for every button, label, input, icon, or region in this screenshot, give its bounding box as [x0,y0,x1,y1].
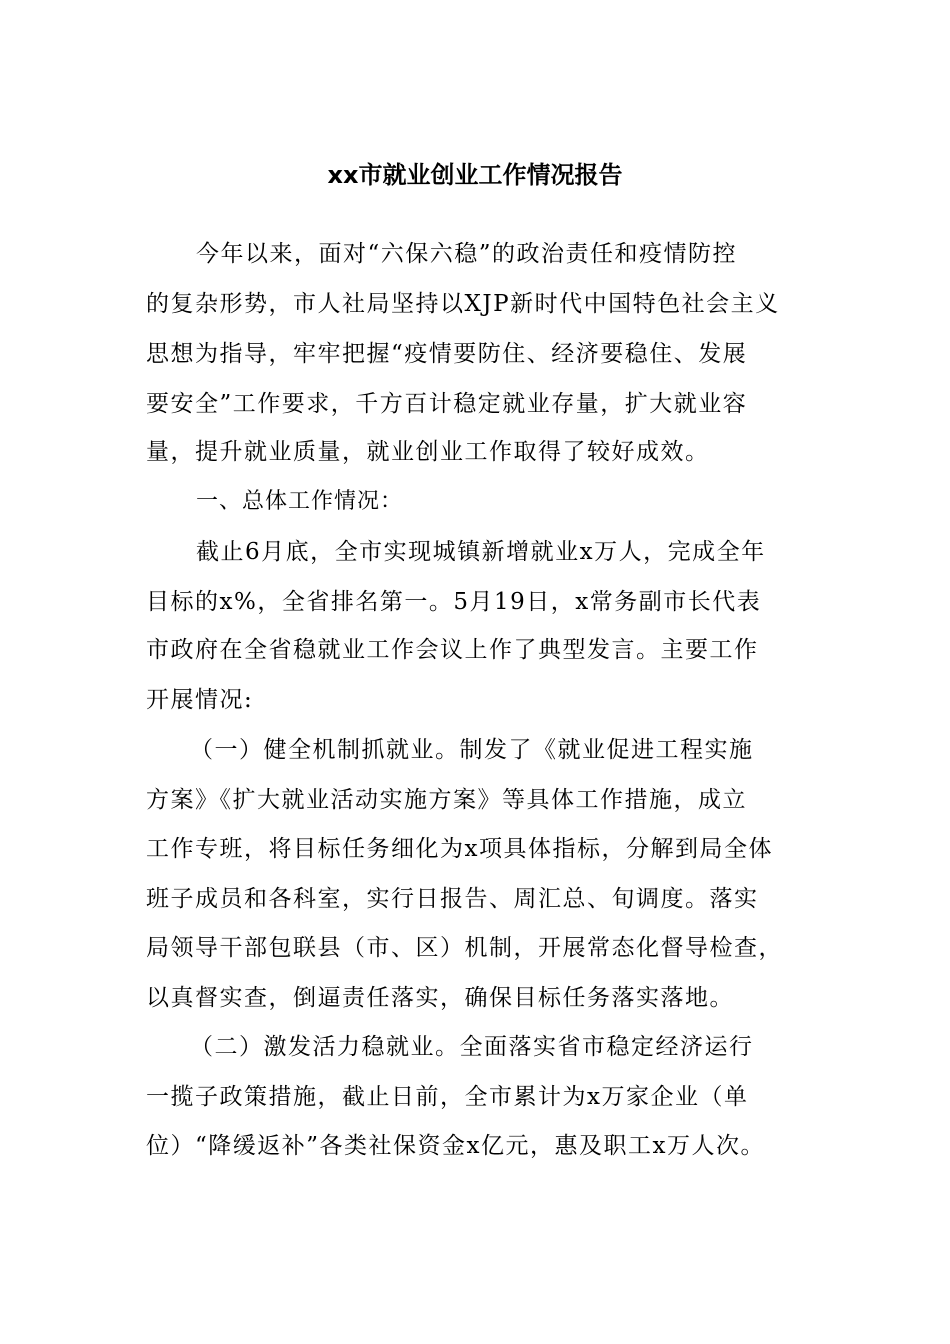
paragraph-3-line-1: （一）健全机制抓就业。制发了《就业促进工程实施 [190,737,754,763]
paragraph-1-line-1: 今年以来，面对“六保六稳”的政治责任和疫情防控 [196,241,738,267]
paragraph-4-line-2: 一揽子政策措施，截止日前，全市累计为x万家企业（单 [146,1084,749,1110]
paragraph-2-line-4: 开展情况: [146,687,254,713]
paragraph-2-line-1: 截止6月底，全市实现城镇新增就业x万人，完成全年 [196,539,766,565]
paragraph-2-line-2: 目标的x%，全省排名第一。5月19日，x常务副市长代表 [146,589,762,615]
paragraph-3-line-4: 班子成员和各科室，实行日报告、周汇总、旬调度。落实 [146,886,759,912]
paragraph-1-line-5: 量，提升就业质量，就业创业工作取得了较好成效。 [146,439,710,465]
paragraph-2-line-3: 市政府在全省稳就业工作会议上作了典型发言。主要工作 [146,637,759,663]
paragraph-3-line-6: 以真督实查，倒逼责任落实，确保目标任务落实落地。 [146,985,734,1011]
paragraph-3-line-3: 工作专班，将目标任务细化为x项具体指标，分解到局全体 [146,836,773,862]
paragraph-4-line-1: （二）激发活力稳就业。全面落实省市稳定经济运行 [190,1034,754,1060]
document-title: xx市就业创业工作情况报告 [327,161,623,189]
paragraph-3-line-2: 方案》《扩大就业活动实施方案》等具体工作措施，成立 [146,787,747,813]
paragraph-4-line-3: 位）“降缓返补”各类社保资金x亿元，惠及职工x万人次。 [146,1133,765,1159]
paragraph-1-line-2: 的复杂形势，市人社局坚持以XJP新时代中国特色社会主义 [146,291,780,317]
section-heading-overall: 一、总体工作情况： [196,489,404,514]
paragraph-1-line-4: 要安全”工作要求，千方百计稳定就业存量，扩大就业容 [146,391,748,417]
paragraph-1-line-3: 思想为指导，牢牢把握“疫情要防住、经济要稳住、发展 [146,341,748,367]
paragraph-3-line-5: 局领导干部包联县（市、区）机制，开展常态化督导检查， [146,935,783,961]
